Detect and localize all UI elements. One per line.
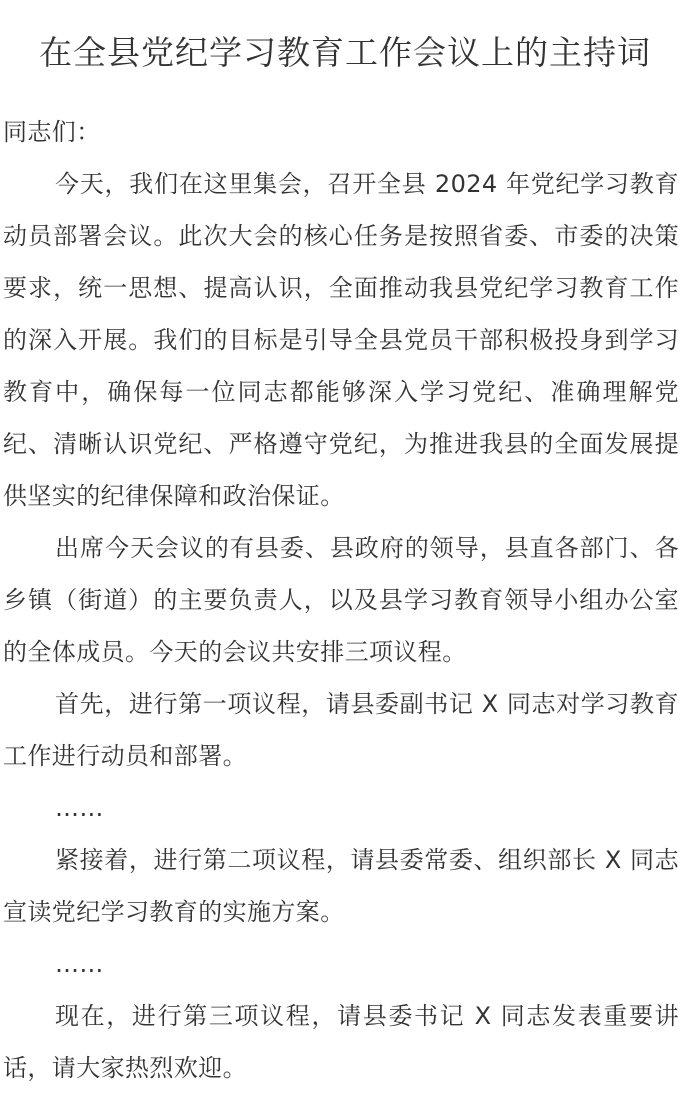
document-title: 在全县党纪学习教育工作会议上的主持词: [39, 33, 651, 72]
paragraph-ellipsis-1: ……: [55, 794, 104, 822]
greeting: 同志们：: [3, 118, 101, 146]
paragraph-attendees: 出席今天会议的有县委、县政府的领导，县直各部门、各乡镇（街道）的主要负责人，以及县学习教育领导小组办公室的全体成员。今天的会议共安排三项议程。: [3, 534, 679, 666]
document-body: [3, 106, 679, 1094]
paragraph-agenda-1: 首先，进行第一项议程，请县委副书记 X 同志对学习教育工作进行动员和部署。: [3, 690, 679, 770]
paragraph-agenda-3: 现在，进行第三项议程，请县委书记 X 同志发表重要讲话，请大家热烈欢迎。: [3, 1002, 679, 1082]
paragraph-agenda-2: 紧接着，进行第二项议程，请县委常委、组织部长 X 同志宣读党纪学习教育的实施方案。: [3, 846, 679, 926]
paragraph-ellipsis-2: ……: [55, 950, 104, 978]
paragraph-opening: 今天，我们在这里集会，召开全县 2024 年党纪学习教育动员部署会议。此次大会的核心任务是按照省委、市委的决策要求，统一思想、提高认识，全面推动我县党纪学习教育工作的深入开展。我们的目标是引导全县党员干部积极投身到学习教育中，确保每一位同志都能够深入学习党纪、准确理解党纪、清晰认识党纪、严格遵守党纪，为推进我县的全面发展提供坚实的纪律保障和政治保证。: [3, 170, 679, 510]
